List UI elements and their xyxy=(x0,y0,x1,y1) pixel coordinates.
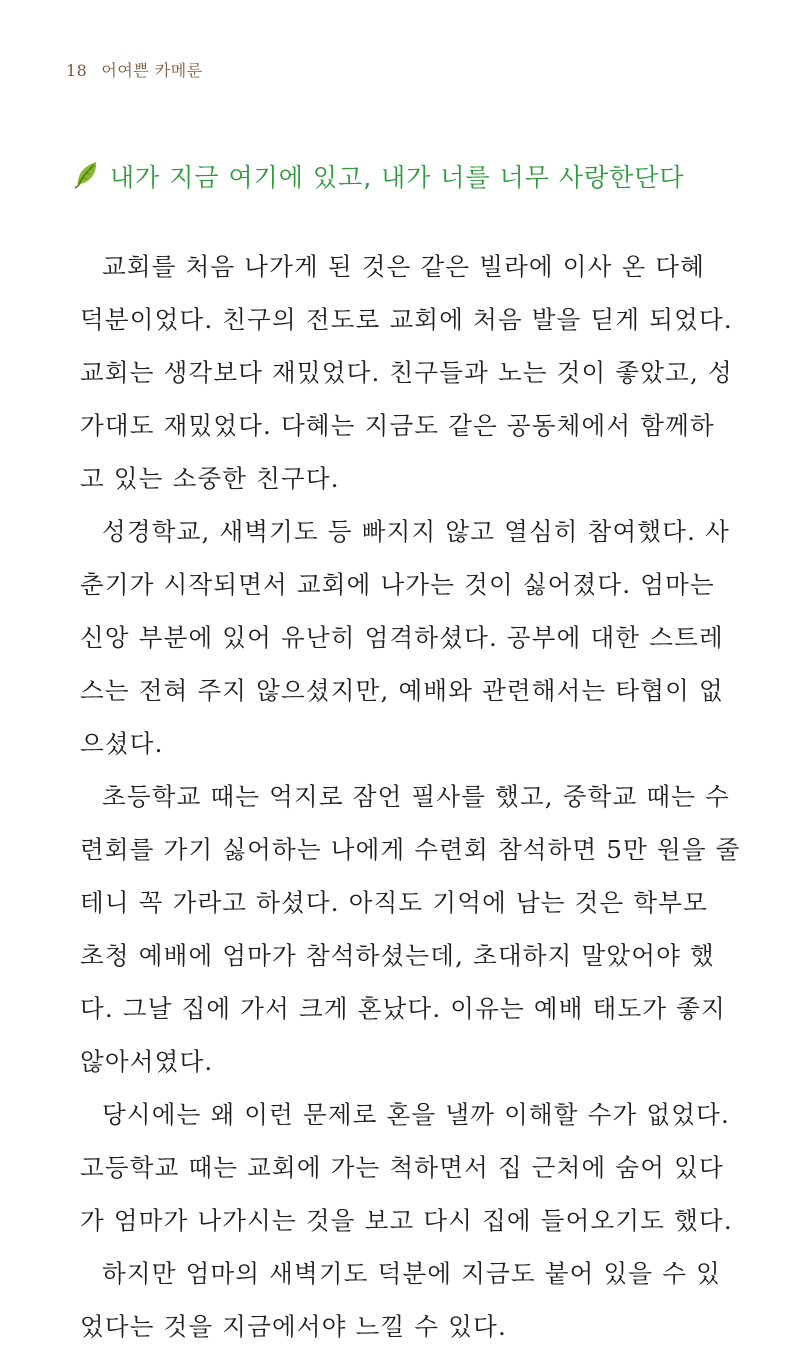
body-line: 가 엄마가 나가시는 것을 보고 다시 집에 들어오기도 했다. xyxy=(80,1206,733,1235)
body-line: 초청 예배에 엄마가 참석하셨는데, 초대하지 말았어야 했 xyxy=(80,941,715,970)
body-line: 었다는 것을 지금에서야 느낄 수 있다. xyxy=(80,1312,507,1341)
body-line: 당시에는 왜 이런 문제로 혼을 낼까 이해할 수가 없었다. xyxy=(102,1100,730,1129)
body-line: 초등학교 때는 억지로 잠언 필사를 했고, 중학교 때는 수 xyxy=(102,782,730,811)
body-line: 하지만 엄마의 새벽기도 덕분에 지금도 붙어 있을 수 있 xyxy=(102,1259,721,1288)
chapter-title: 내가 지금 여기에 있고, 내가 너를 너무 사랑한단다 xyxy=(110,163,685,192)
body-line: 스는 전혀 주지 않으셨지만, 예배와 관련해서는 타협이 없 xyxy=(80,676,724,705)
page-number: 18 xyxy=(66,61,88,80)
body-line: 테니 꼭 가라고 하셨다. 아직도 기억에 남는 것은 학부모 xyxy=(80,888,708,917)
body-line: 덕분이었다. 친구의 전도로 교회에 처음 발을 딛게 되었다. xyxy=(80,305,733,334)
body-line: 춘기가 시작되면서 교회에 나가는 것이 싫어졌다. 엄마는 xyxy=(80,570,715,599)
body-line: 않아서였다. xyxy=(80,1047,214,1076)
body-line: 고등학교 때는 교회에 가는 척하면서 집 근처에 숨어 있다 xyxy=(80,1153,724,1182)
body-line: 신앙 부분에 있어 유난히 엄격하셨다. 공부에 대한 스트레 xyxy=(80,623,724,652)
body-line: 가대도 재밌었다. 다혜는 지금도 같은 공동체에서 함께하 xyxy=(80,411,715,440)
body-line: 고 있는 소중한 친구다. xyxy=(80,464,340,493)
body-line: 으셨다. xyxy=(80,729,164,758)
book-title: 어여쁜 카메룬 xyxy=(101,61,203,80)
chapter-heading xyxy=(72,158,685,194)
running-header xyxy=(66,58,203,81)
body-line: 다. 그날 집에 가서 크게 혼났다. 이유는 예배 태도가 좋지 xyxy=(80,994,726,1023)
body-line: 련회를 가기 싫어하는 나에게 수련회 참석하면 5만 원을 줄 xyxy=(80,835,741,864)
leaf-icon xyxy=(72,159,110,193)
body-text xyxy=(80,240,740,1353)
body-line: 성경학교, 새벽기도 등 빠지지 않고 열심히 참여했다. 사 xyxy=(102,517,730,546)
body-line: 교회를 처음 나가게 된 것은 같은 빌라에 이사 온 다혜 xyxy=(102,252,706,281)
body-line: 교회는 생각보다 재밌었다. 친구들과 노는 것이 좋았고, 성 xyxy=(80,358,733,387)
